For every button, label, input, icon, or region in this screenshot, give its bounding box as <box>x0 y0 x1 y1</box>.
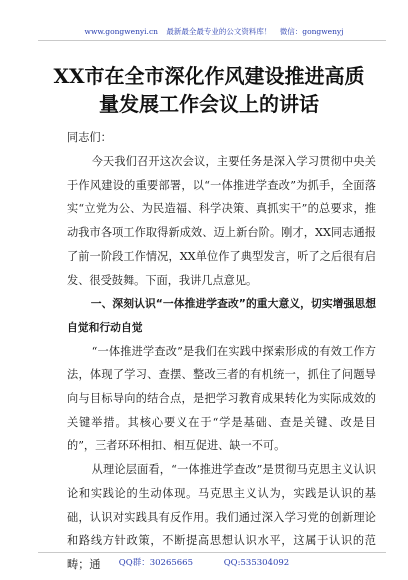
header-divider <box>38 40 386 41</box>
footer-qq: QQ:535304092 <box>223 558 290 568</box>
footer-divider <box>38 552 386 553</box>
header-site: www.gongwenyi.cn <box>84 27 158 36</box>
document-title: XX市在全市深化作风建设推进高质量发展工作会议上的讲话 <box>53 64 365 116</box>
page-footer <box>0 556 408 568</box>
body-paragraph: 从理论层面看，“一体推进学查改”是贯彻马克思主义认识论和实践论的生动体现。马克思主义认为，实践是认识的基础，认识对实践具有反作用。我们通过深入学习党的创新理论和路线方针政策，不断提高思想认识水平，这属于认识的范畴；通 <box>67 463 376 571</box>
page-header <box>40 26 388 37</box>
body-paragraph: “一体推进学查改”是我们在实践中探索形成的有效工作方法，体现了学习、查摆、整改三者的有机统一，抓住了问题导向与目标导向的结合点，是把学习教育成果转化为实际成效的关键举措。其核心要义在于“学是基础、查是关键、改是目的”，三者环环相扣、相互促进、缺一不可。 <box>67 344 376 453</box>
document-body <box>67 150 376 577</box>
salutation: 同志们： <box>67 131 112 144</box>
section-heading: 一、深刻认识“一体推进学查改”的重大意义，切实增强思想自觉和行动自觉 <box>67 297 376 334</box>
header-slogan: 最新最全最专业的公文资料库！ <box>166 27 272 36</box>
body-paragraph: 今天我们召开这次会议，主要任务是深入学习贯彻中央关于作风建设的重要部署，以“一体推进学查改”为抓手，全面落实“立党为公、为民造福、科学决策、真抓实干”的总要求，推动我市各项工作取得新成效、迈上新台阶。刚才，XX同志通报了前一阶段工作情况，XX单位作了典型发言，听了之后很有启发、很受鼓舞。下面，我讲几点意见。 <box>67 155 376 287</box>
footer-qq-group: QQ群：30265665 <box>118 558 193 568</box>
header-wechat: 微信：gongwenyj <box>279 27 344 36</box>
